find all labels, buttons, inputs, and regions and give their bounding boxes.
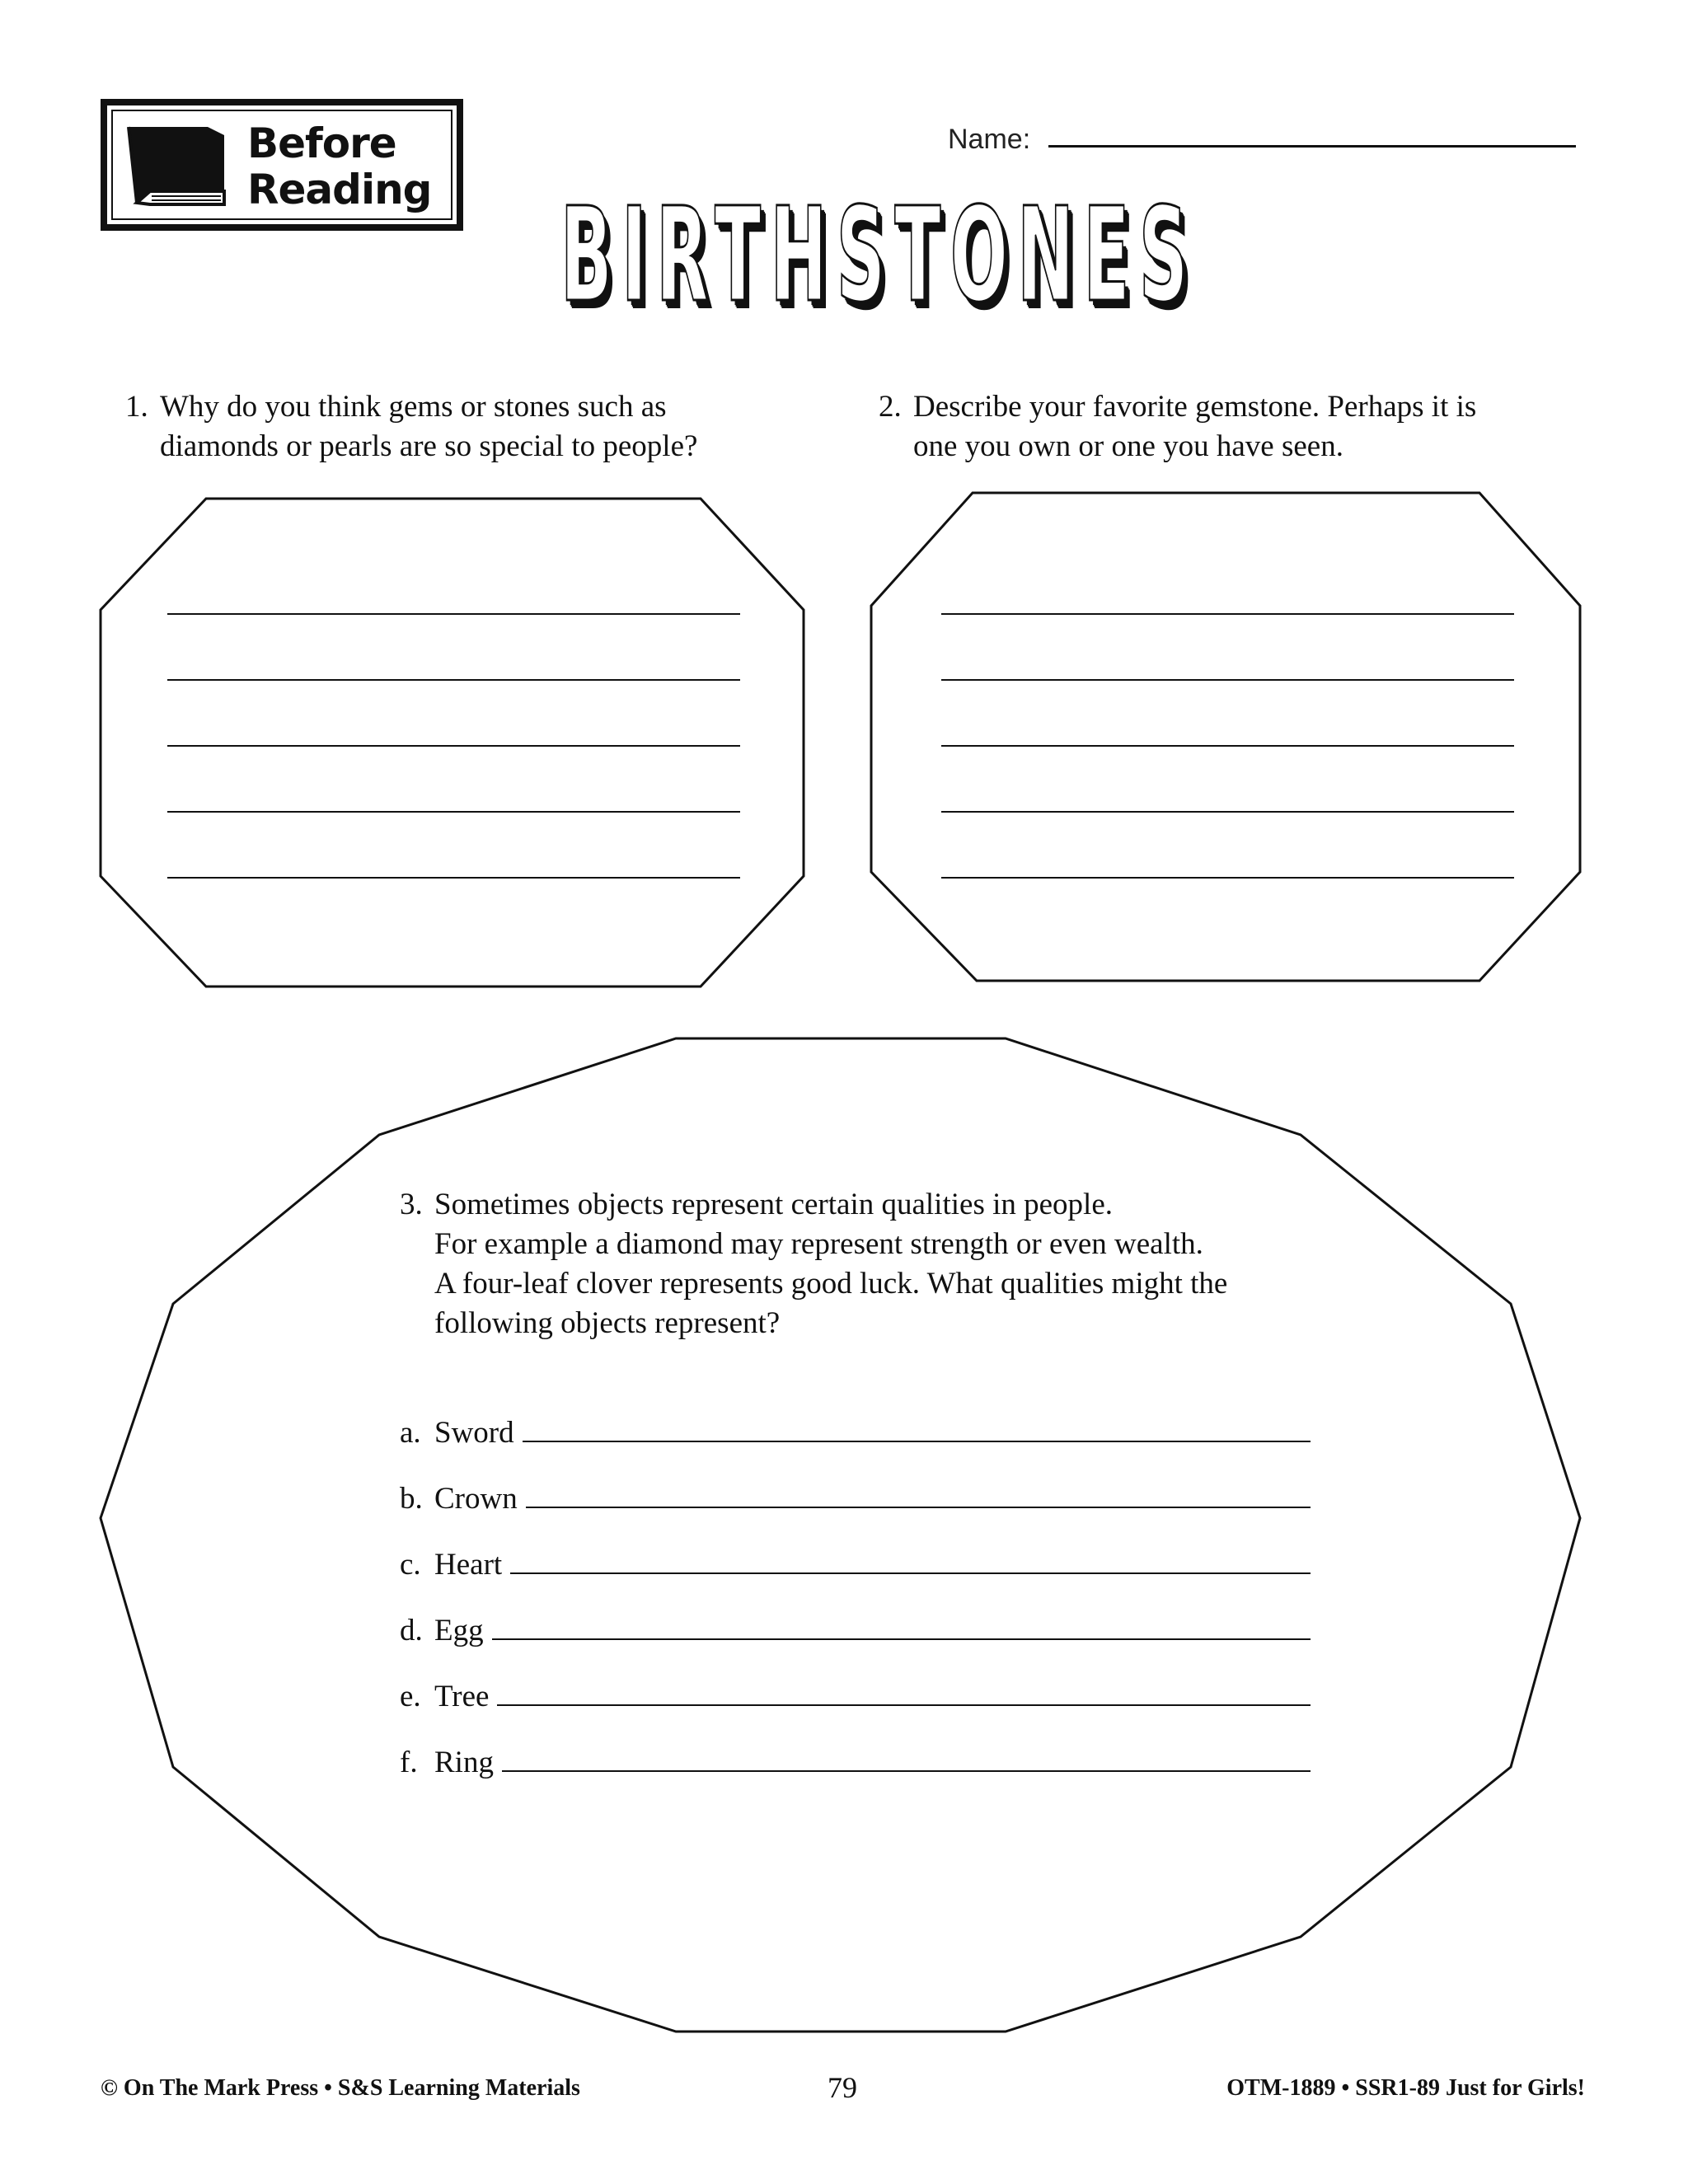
item-label: Sword bbox=[434, 1416, 514, 1450]
answer-line[interactable] bbox=[941, 613, 1514, 615]
answer-line[interactable] bbox=[167, 877, 740, 879]
question-2 bbox=[879, 387, 1587, 466]
item-label: Tree bbox=[434, 1680, 490, 1713]
item-letter: a. bbox=[400, 1416, 421, 1450]
footer-product-code: OTM-1889 • SSR1-89 Just for Girls! bbox=[1226, 2075, 1585, 2101]
answer-line[interactable] bbox=[167, 745, 740, 747]
question-text-line: one you own or one you have seen. bbox=[913, 429, 1343, 463]
question-number: 3. bbox=[400, 1188, 423, 1221]
list-item bbox=[400, 1671, 1311, 1714]
item-letter: c. bbox=[400, 1548, 421, 1582]
item-label: Egg bbox=[434, 1614, 484, 1647]
answer-line[interactable] bbox=[167, 613, 740, 615]
answer-frame-2 bbox=[871, 493, 1580, 981]
list-item bbox=[400, 1474, 1311, 1516]
answer-line[interactable] bbox=[510, 1572, 1311, 1574]
answer-line[interactable] bbox=[167, 811, 740, 813]
before-reading-badge bbox=[101, 99, 463, 231]
page-title: BIRTHSTONES bbox=[560, 180, 1198, 331]
question-1 bbox=[125, 387, 785, 466]
question-text-line: following objects represent? bbox=[434, 1306, 781, 1340]
list-item bbox=[400, 1605, 1311, 1648]
question-text-line: For example a diamond may represent strength or even wealth. bbox=[434, 1227, 1203, 1261]
question-number: 2. bbox=[879, 390, 902, 424]
item-label: Ring bbox=[434, 1746, 494, 1779]
question-number: 1. bbox=[125, 390, 148, 424]
item-letter: e. bbox=[400, 1680, 421, 1713]
question-3 bbox=[400, 1185, 1348, 1343]
answer-line[interactable] bbox=[167, 679, 740, 681]
question-text-line: A four-leaf clover represents good luck. What qualities might the bbox=[434, 1267, 1228, 1301]
list-item bbox=[400, 1737, 1311, 1780]
badge-line-1: Before bbox=[247, 120, 396, 167]
question-text-line: Why do you think gems or stones such as bbox=[160, 390, 667, 424]
answer-line[interactable] bbox=[497, 1704, 1311, 1706]
answer-line[interactable] bbox=[523, 1441, 1311, 1442]
answer-line[interactable] bbox=[502, 1770, 1311, 1772]
badge-line-2: Reading bbox=[247, 166, 432, 213]
answer-line[interactable] bbox=[492, 1638, 1311, 1640]
list-item bbox=[400, 1408, 1311, 1451]
question-text-line: Describe your favorite gemstone. Perhaps it is bbox=[913, 390, 1477, 424]
item-letter: d. bbox=[400, 1614, 423, 1647]
item-letter: f. bbox=[400, 1746, 418, 1779]
question-text-line: diamonds or pearls are so special to people? bbox=[160, 429, 698, 463]
footer-publisher: © On The Mark Press • S&S Learning Materials bbox=[101, 2075, 580, 2101]
answer-line[interactable] bbox=[941, 811, 1514, 813]
question-text-line: Sometimes objects represent certain qualities in people. bbox=[434, 1188, 1113, 1221]
name-label: Name: bbox=[948, 124, 1031, 155]
answer-line[interactable] bbox=[941, 745, 1514, 747]
item-label: Crown bbox=[434, 1482, 518, 1516]
answer-line[interactable] bbox=[941, 679, 1514, 681]
book-icon bbox=[129, 127, 224, 204]
item-label: Heart bbox=[434, 1548, 503, 1582]
page-number: 79 bbox=[828, 2071, 857, 2104]
answer-line[interactable] bbox=[526, 1507, 1311, 1508]
list-item bbox=[400, 1540, 1311, 1582]
answer-frame-1 bbox=[101, 499, 804, 987]
item-letter: b. bbox=[400, 1482, 423, 1516]
answer-line[interactable] bbox=[941, 877, 1514, 879]
name-input-line[interactable] bbox=[1048, 145, 1576, 148]
